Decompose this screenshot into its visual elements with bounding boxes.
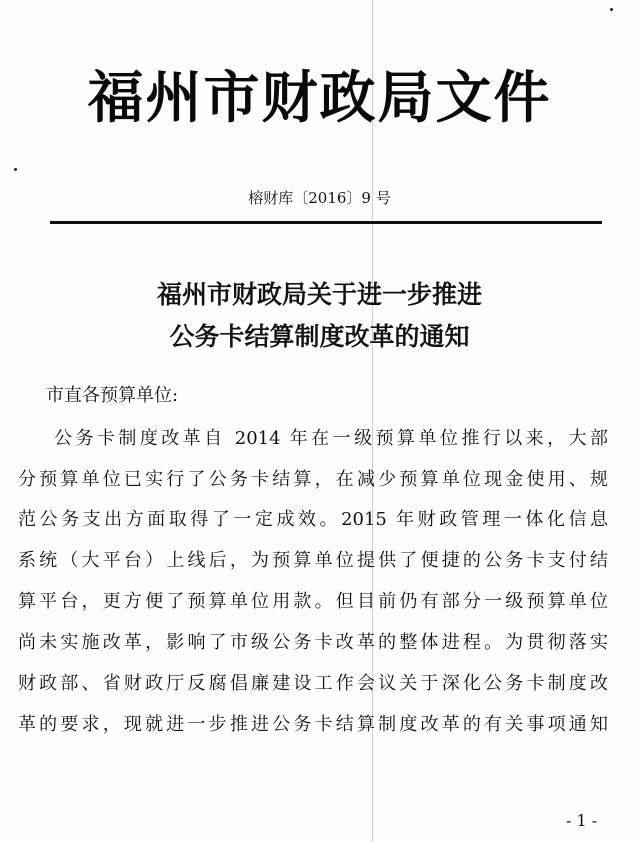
document-header-title: 福州市财政局文件 <box>87 65 552 131</box>
body-line-4: 系统（大平台）上线后，为预算单位提供了便捷的公务卡支付结 <box>18 550 608 571</box>
body-line-6: 尚未实施改革，影响了市级公务卡改革的整体进程。为贯彻落实 <box>18 632 608 653</box>
body-line-2: 分预算单位已实行了公务卡结算，在减少预算单位现金使用、规 <box>18 469 608 490</box>
scan-speck <box>610 8 613 11</box>
notice-title-line-1: 福州市财政局关于进一步推进 <box>156 280 482 309</box>
document-number: 榕财库〔2016〕9 号 <box>248 189 391 207</box>
page-number: - 1 - <box>566 811 598 830</box>
scan-speck <box>14 168 17 171</box>
recipient-line: 市直各预算单位: <box>46 385 179 406</box>
notice-title-line-2: 公务卡结算制度改革的通知 <box>169 322 470 351</box>
header-divider <box>50 221 602 224</box>
body-line-3: 范公务支出方面取得了一定成效。2015 年财政管理一体化信息 <box>18 509 608 530</box>
body-line-7: 财政部、省财政厅反腐倡廉建设工作会议关于深化公务卡制度改 <box>18 673 608 694</box>
body-line-1: 公务卡制度改革自 2014 年在一级预算单位推行以来，大部 <box>54 428 608 449</box>
body-line-5: 算平台，更方便了预算单位用款。但目前仍有部分一级预算单位 <box>18 591 608 612</box>
body-line-8: 革的要求，现就进一步推进公务卡结算制度改革的有关事项通知 <box>18 714 608 735</box>
